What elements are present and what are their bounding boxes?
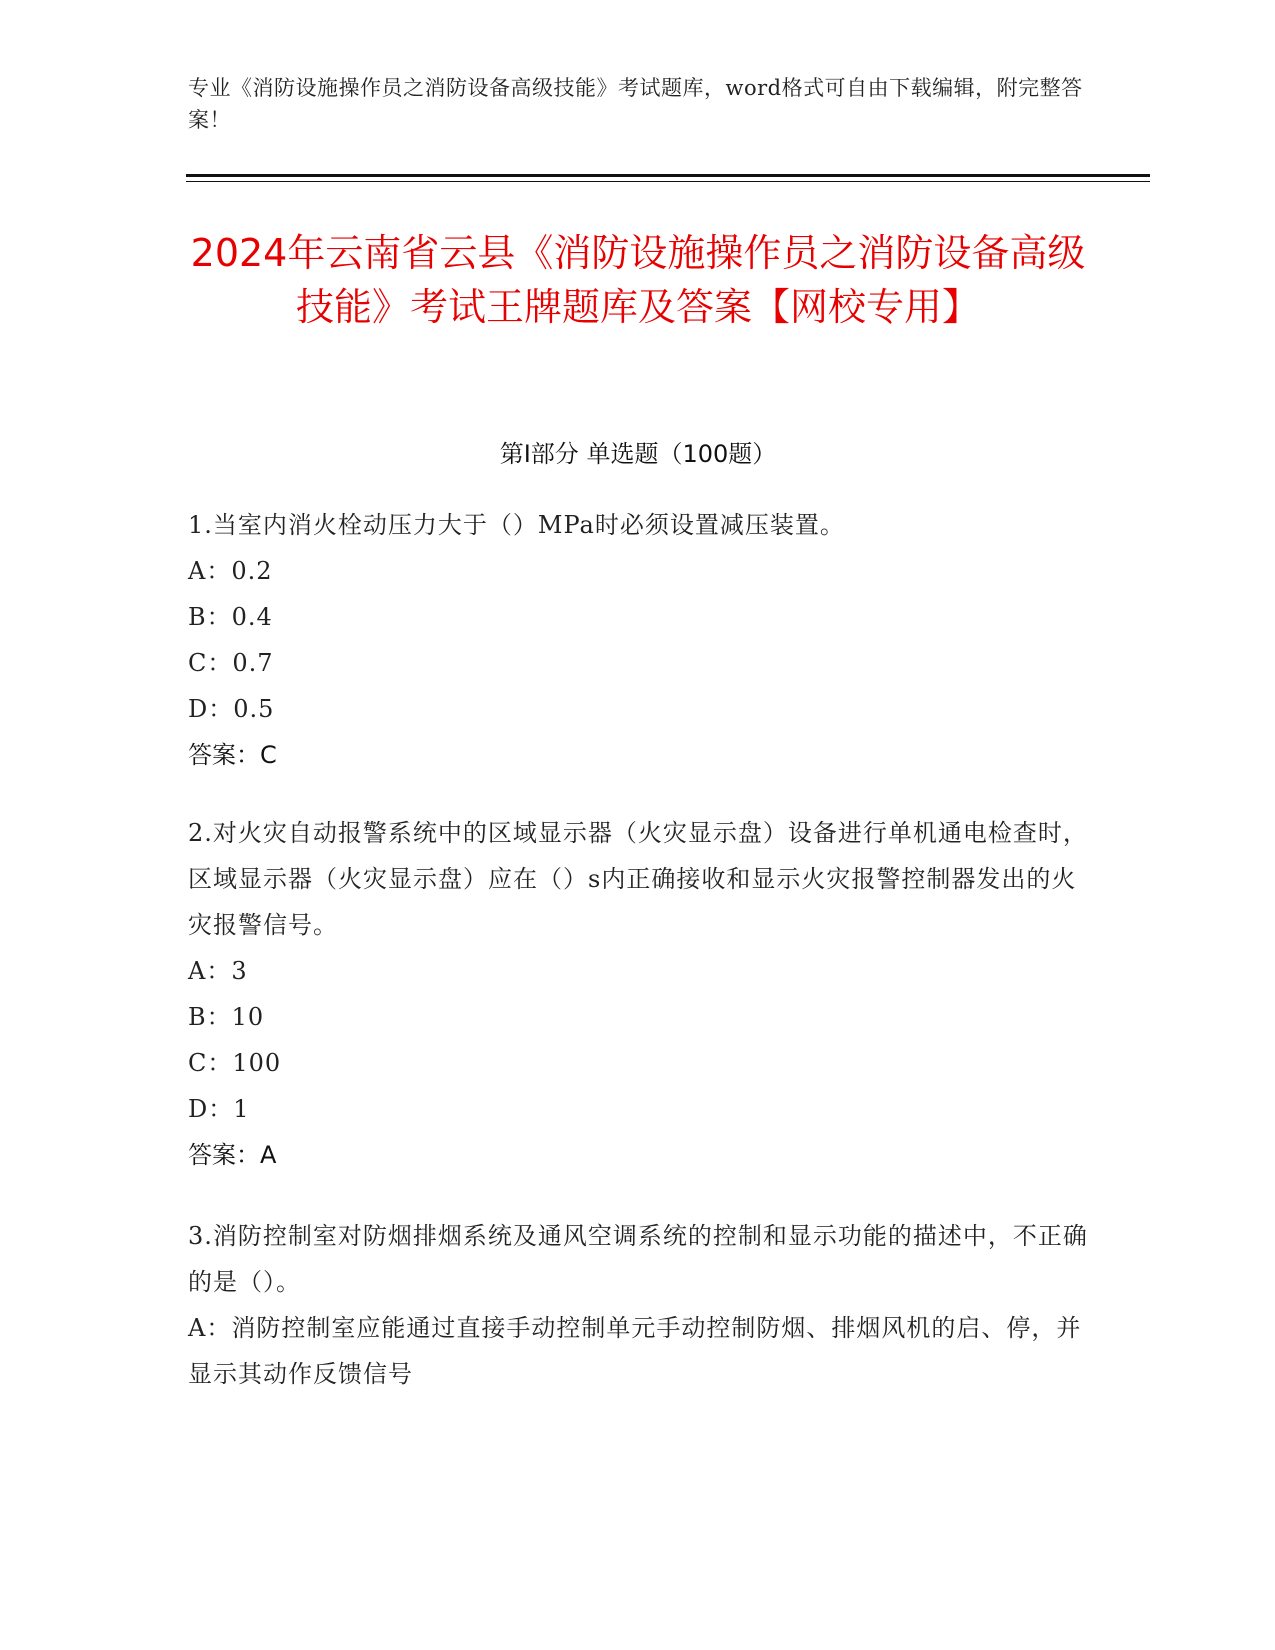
option-c: C：100: [188, 1049, 282, 1077]
option-b: B：0.4: [188, 603, 273, 631]
question-stem: 3.消防控制室对防烟排烟系统及通风空调系统的控制和显示功能的描述中，不正确的是（）。: [188, 1222, 1088, 1296]
header-divider-thick: [186, 174, 1150, 177]
question-block: [188, 502, 1088, 778]
option-c: C：0.7: [188, 649, 274, 677]
header-divider-thin: [186, 181, 1150, 182]
document-title: 2024年云南省云县《消防设施操作员之消防设备高级技能》考试王牌题库及答案【网校专用】: [190, 231, 1086, 329]
option-a: A：3: [188, 957, 248, 985]
option-b: B：10: [188, 1003, 265, 1031]
question-block: [188, 1213, 1088, 1397]
question-block: [188, 810, 1088, 1178]
section-heading: 第Ⅰ部分 单选题（100题）: [499, 440, 777, 468]
option-d: D：0.5: [188, 695, 275, 723]
answer-line: 答案：A: [188, 1141, 277, 1169]
answer-line: 答案：C: [188, 741, 277, 769]
question-stem: 1.当室内消火栓动压力大于（）MPa时必须设置减压装置。: [188, 511, 845, 539]
question-stem: 2.对火灾自动报警系统中的区域显示器（火灾显示盘）设备进行单机通电检查时，区域显示器（火灾显示盘）应在（）s内正确接收和显示火灾报警控制器发出的火灾报警信号。: [188, 819, 1088, 939]
header-note: 专业《消防设施操作员之消防设备高级技能》考试题库，word格式可自由下载编辑，附完整答案！: [188, 76, 1083, 132]
option-d: D：1: [188, 1095, 250, 1123]
option-a: A：0.2: [188, 557, 273, 585]
option-a: A：消防控制室应能通过直接手动控制单元手动控制防烟、排烟风机的启、停，并显示其动作反馈信号: [188, 1314, 1082, 1388]
